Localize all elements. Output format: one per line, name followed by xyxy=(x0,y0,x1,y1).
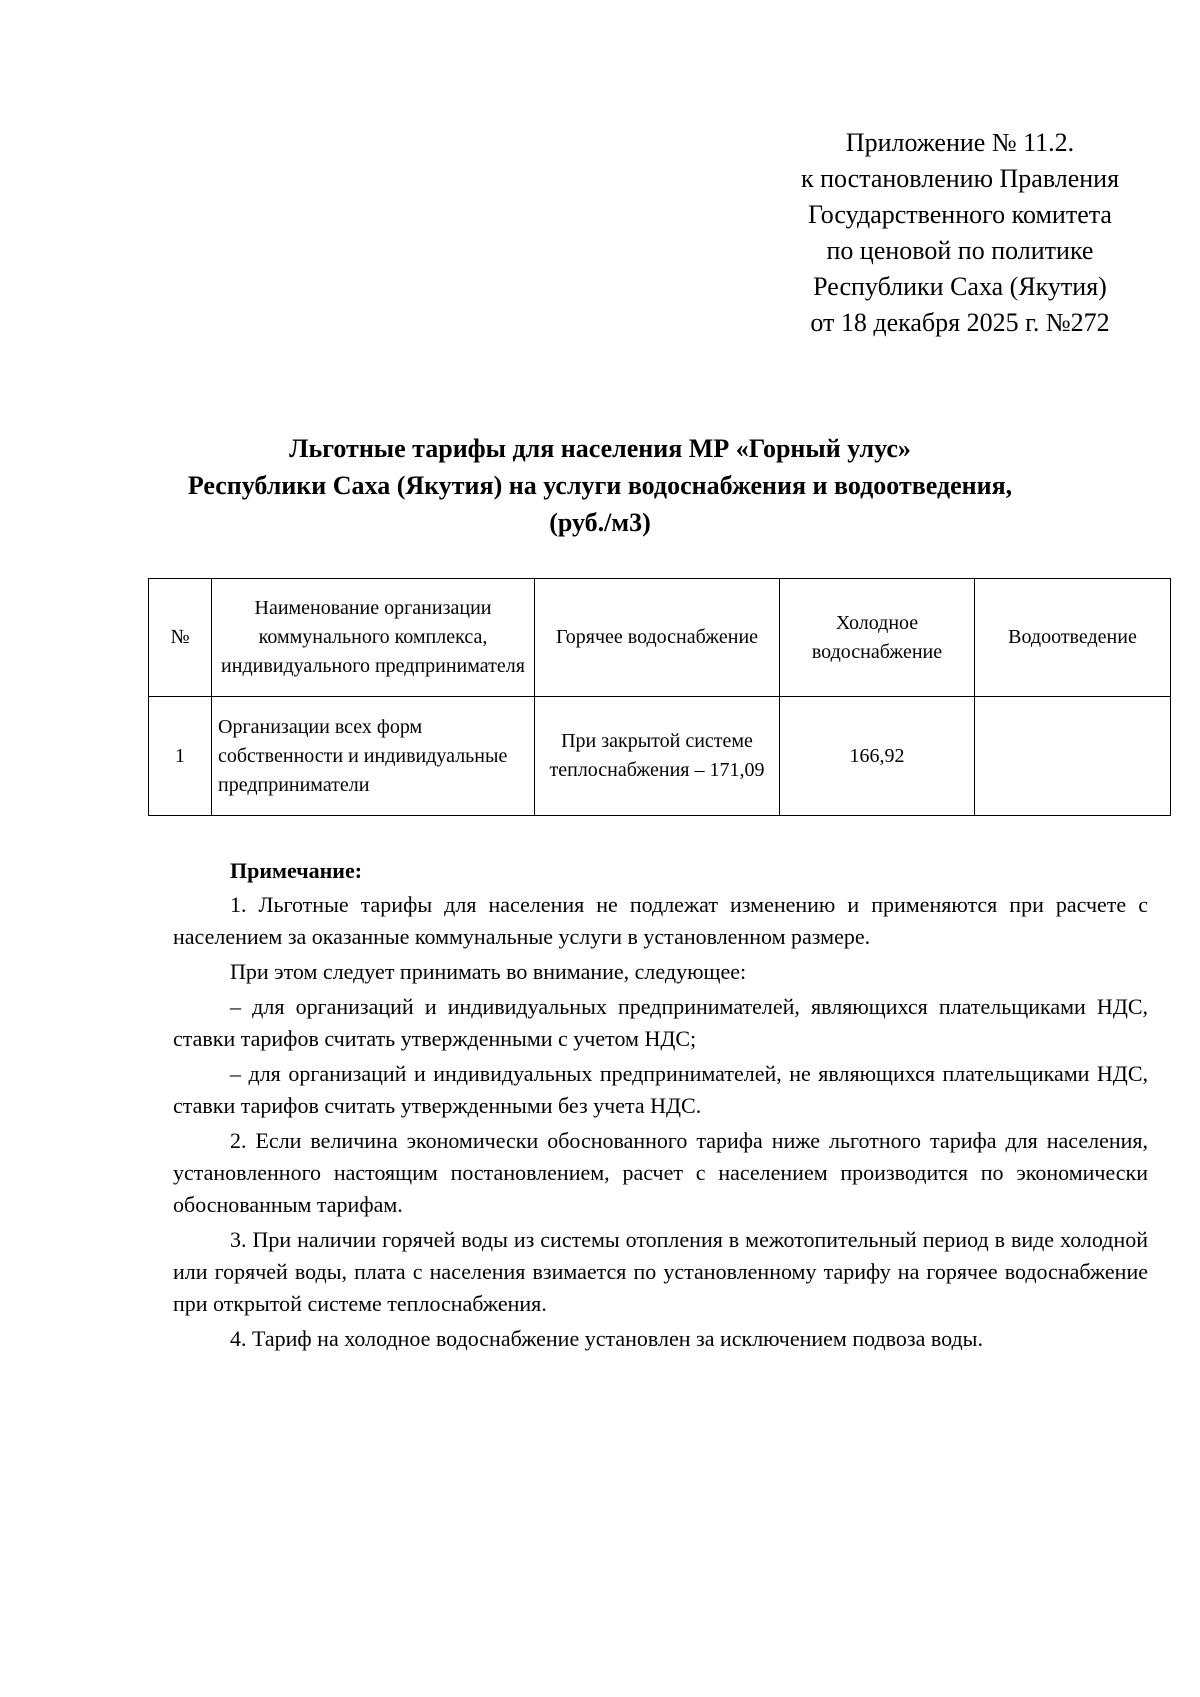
appendix-line: от 18 декабря 2025 г. №272 xyxy=(810,308,1110,337)
notes-section xyxy=(173,855,1148,1358)
cell-organization: Организации всех форм собственности и индивидуальные предприниматели xyxy=(212,697,535,816)
header-organization: Наименование организации коммунального комплекса, индивидуального предпринимателя xyxy=(212,579,535,697)
cell-number: 1 xyxy=(149,697,212,816)
appendix-line: по ценовой по политике xyxy=(826,236,1094,265)
appendix-line: к постановлению Правления xyxy=(800,164,1120,193)
header-cold-water: Холодное водоснабжение xyxy=(780,579,975,697)
header-hot-water: Горячее водоснабжение xyxy=(535,579,780,697)
note-paragraph: При этом следует принимать во внимание, следующее: xyxy=(230,959,747,984)
title-line: Республики Саха (Якутия) на услуги водоснабжения и водоотведения, xyxy=(187,471,1013,500)
header-number: № xyxy=(149,579,212,697)
table-header-row xyxy=(149,579,1171,697)
note-paragraph: 3. При наличии горячей воды из системы отопления в межотопительный период в виде холодной или горячей воды, плата с населения взимается по установленному тарифу на горячее водоснабжение при открытой системе теплоснабжения. xyxy=(173,1227,1148,1316)
note-paragraph: 1. Льготные тарифы для населения не подлежат изменению и применяются при расчете с населением за оказанные коммунальные услуги в установленном размере. xyxy=(173,892,1148,949)
notes-heading: Примечание: xyxy=(230,858,363,883)
appendix-line: Государственного комитета xyxy=(808,200,1112,229)
appendix-line: Приложение № 11.2. xyxy=(845,128,1075,157)
tariffs-table xyxy=(148,578,1171,816)
title-line: Льготные тарифы для населения МР «Горный улус» xyxy=(289,434,911,463)
title-line: (руб./м3) xyxy=(549,508,651,537)
appendix-reference xyxy=(760,125,1160,341)
table-row xyxy=(149,697,1171,816)
note-paragraph: 2. Если величина экономически обоснованного тарифа ниже льготного тарифа для населения, установленного настоящим постановлением, расчет с населением производится по экономически обоснованным тарифам. xyxy=(173,1128,1148,1217)
cell-cold-water: 166,92 xyxy=(780,697,975,816)
document-title xyxy=(150,430,1050,541)
header-drainage: Водоотведение xyxy=(975,579,1171,697)
cell-hot-water: При закрытой системе теплоснабжения – 171,09 xyxy=(535,697,780,816)
note-paragraph: – для организаций и индивидуальных предпринимателей, не являющихся плательщиками НДС, ставки тарифов считать утвержденными без учета НДС. xyxy=(173,1061,1148,1118)
note-paragraph: 4. Тариф на холодное водоснабжение установлен за исключением подвоза воды. xyxy=(230,1326,983,1351)
appendix-line: Республики Саха (Якутия) xyxy=(813,272,1107,301)
cell-drainage xyxy=(975,697,1171,816)
note-paragraph: – для организаций и индивидуальных предпринимателей, являющихся плательщиками НДС, ставки тарифов считать утвержденными с учетом НДС; xyxy=(173,994,1148,1051)
